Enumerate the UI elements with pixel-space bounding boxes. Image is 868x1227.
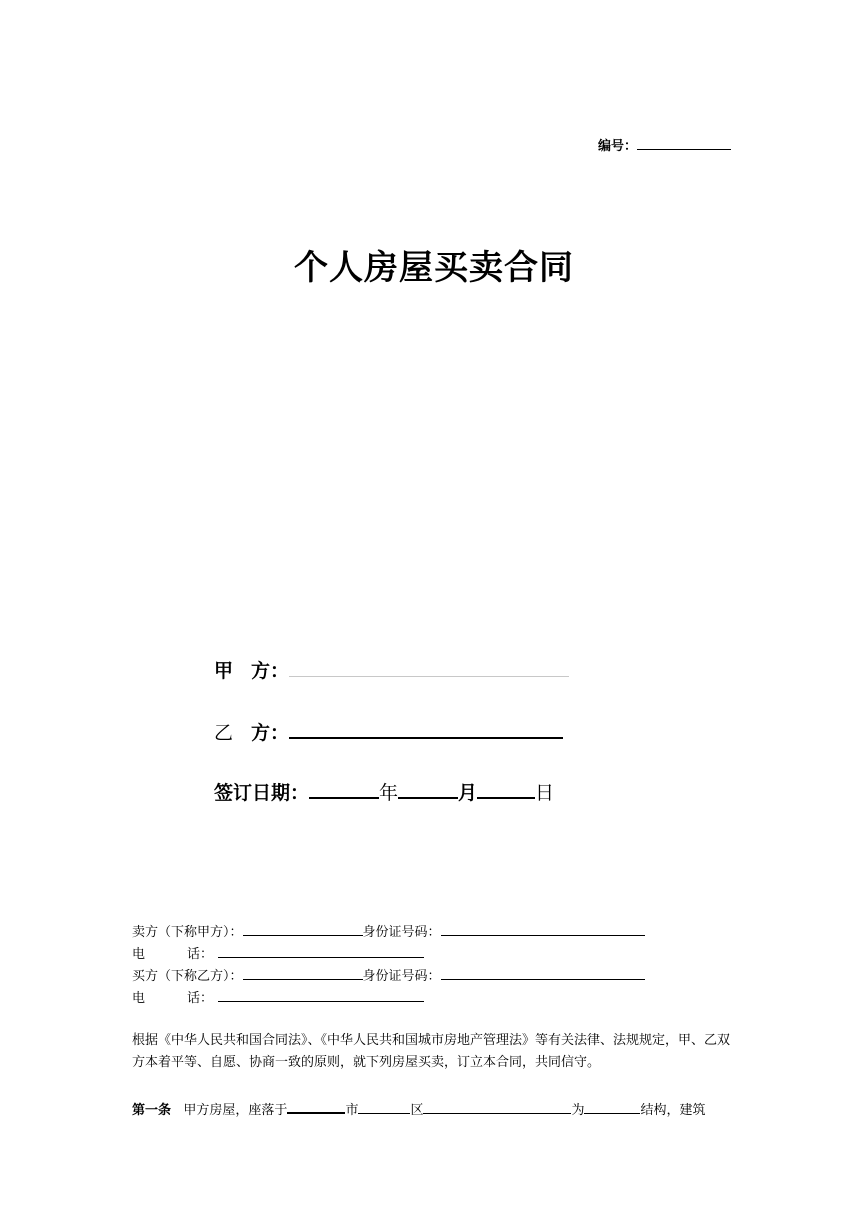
seller-phone-blank[interactable] xyxy=(218,943,424,958)
district-blank[interactable] xyxy=(358,1099,410,1114)
sign-day-blank[interactable] xyxy=(477,779,535,799)
buyer-id-label: 身份证号码： xyxy=(362,969,441,984)
structure-blank[interactable] xyxy=(584,1099,640,1114)
buyer-phone-row xyxy=(132,987,424,1006)
article-1-heading: 第一条 xyxy=(132,1103,172,1118)
party-a-blank[interactable] xyxy=(289,658,569,677)
party-b-blank[interactable] xyxy=(289,719,563,739)
sign-year-blank[interactable] xyxy=(309,779,379,799)
year-label: 年 xyxy=(379,782,399,804)
party-b-label-char1: 乙 xyxy=(214,722,234,744)
document-number-label: 编号： xyxy=(598,139,638,154)
buyer-id-blank[interactable] xyxy=(441,965,645,980)
article-1-text-location: 甲方房屋，座落于 xyxy=(183,1103,288,1118)
city-blank[interactable] xyxy=(287,1098,345,1114)
document-number xyxy=(598,134,731,154)
sign-month-blank[interactable] xyxy=(398,779,458,799)
party-a-row xyxy=(214,656,569,683)
district-label: 区 xyxy=(410,1103,424,1118)
document-title: 个人房屋买卖合同 xyxy=(294,248,574,288)
party-b-label-char2: 方： xyxy=(251,722,290,744)
seller-name-blank[interactable] xyxy=(243,921,363,936)
day-label: 日 xyxy=(535,782,555,804)
as-label: 为 xyxy=(571,1103,585,1118)
preamble-paragraph: 根据《中华人民共和国合同法》、《中华人民共和国城市房地产管理法》等有关法律、法规规定，甲、乙双方本着平等、自愿、协商一致的原则，就下列房屋买卖，订立本合同，共同信守。 xyxy=(132,1033,731,1070)
sign-date-row xyxy=(214,778,554,805)
seller-phone-label-char1: 电 xyxy=(132,947,146,962)
sign-date-label: 签订日期： xyxy=(214,782,310,804)
seller-phone-row xyxy=(132,943,424,962)
structure-label: 结构，建筑 xyxy=(640,1103,706,1118)
buyer-info-row xyxy=(132,965,645,984)
buyer-phone-blank[interactable] xyxy=(218,987,424,1002)
party-a-label-char2: 方： xyxy=(251,660,290,682)
buyer-label: 买方（下称乙方）： xyxy=(132,969,243,984)
party-b-row xyxy=(214,718,563,745)
document-number-blank[interactable] xyxy=(637,134,731,150)
address-blank[interactable] xyxy=(423,1099,571,1114)
seller-id-label: 身份证号码： xyxy=(362,925,441,940)
buyer-phone-label-char1: 电 xyxy=(132,991,146,1006)
seller-label: 卖方（下称甲方）： xyxy=(132,925,243,940)
party-a-label-char1: 甲 xyxy=(214,660,234,682)
buyer-name-blank[interactable] xyxy=(243,965,363,980)
buyer-phone-label-char2: 话： xyxy=(187,991,214,1006)
article-1 xyxy=(132,1098,706,1118)
city-label: 市 xyxy=(345,1103,359,1118)
seller-phone-label-char2: 话： xyxy=(187,947,214,962)
seller-id-blank[interactable] xyxy=(441,921,645,936)
month-label: 月 xyxy=(458,782,478,804)
seller-info-row xyxy=(132,921,645,940)
